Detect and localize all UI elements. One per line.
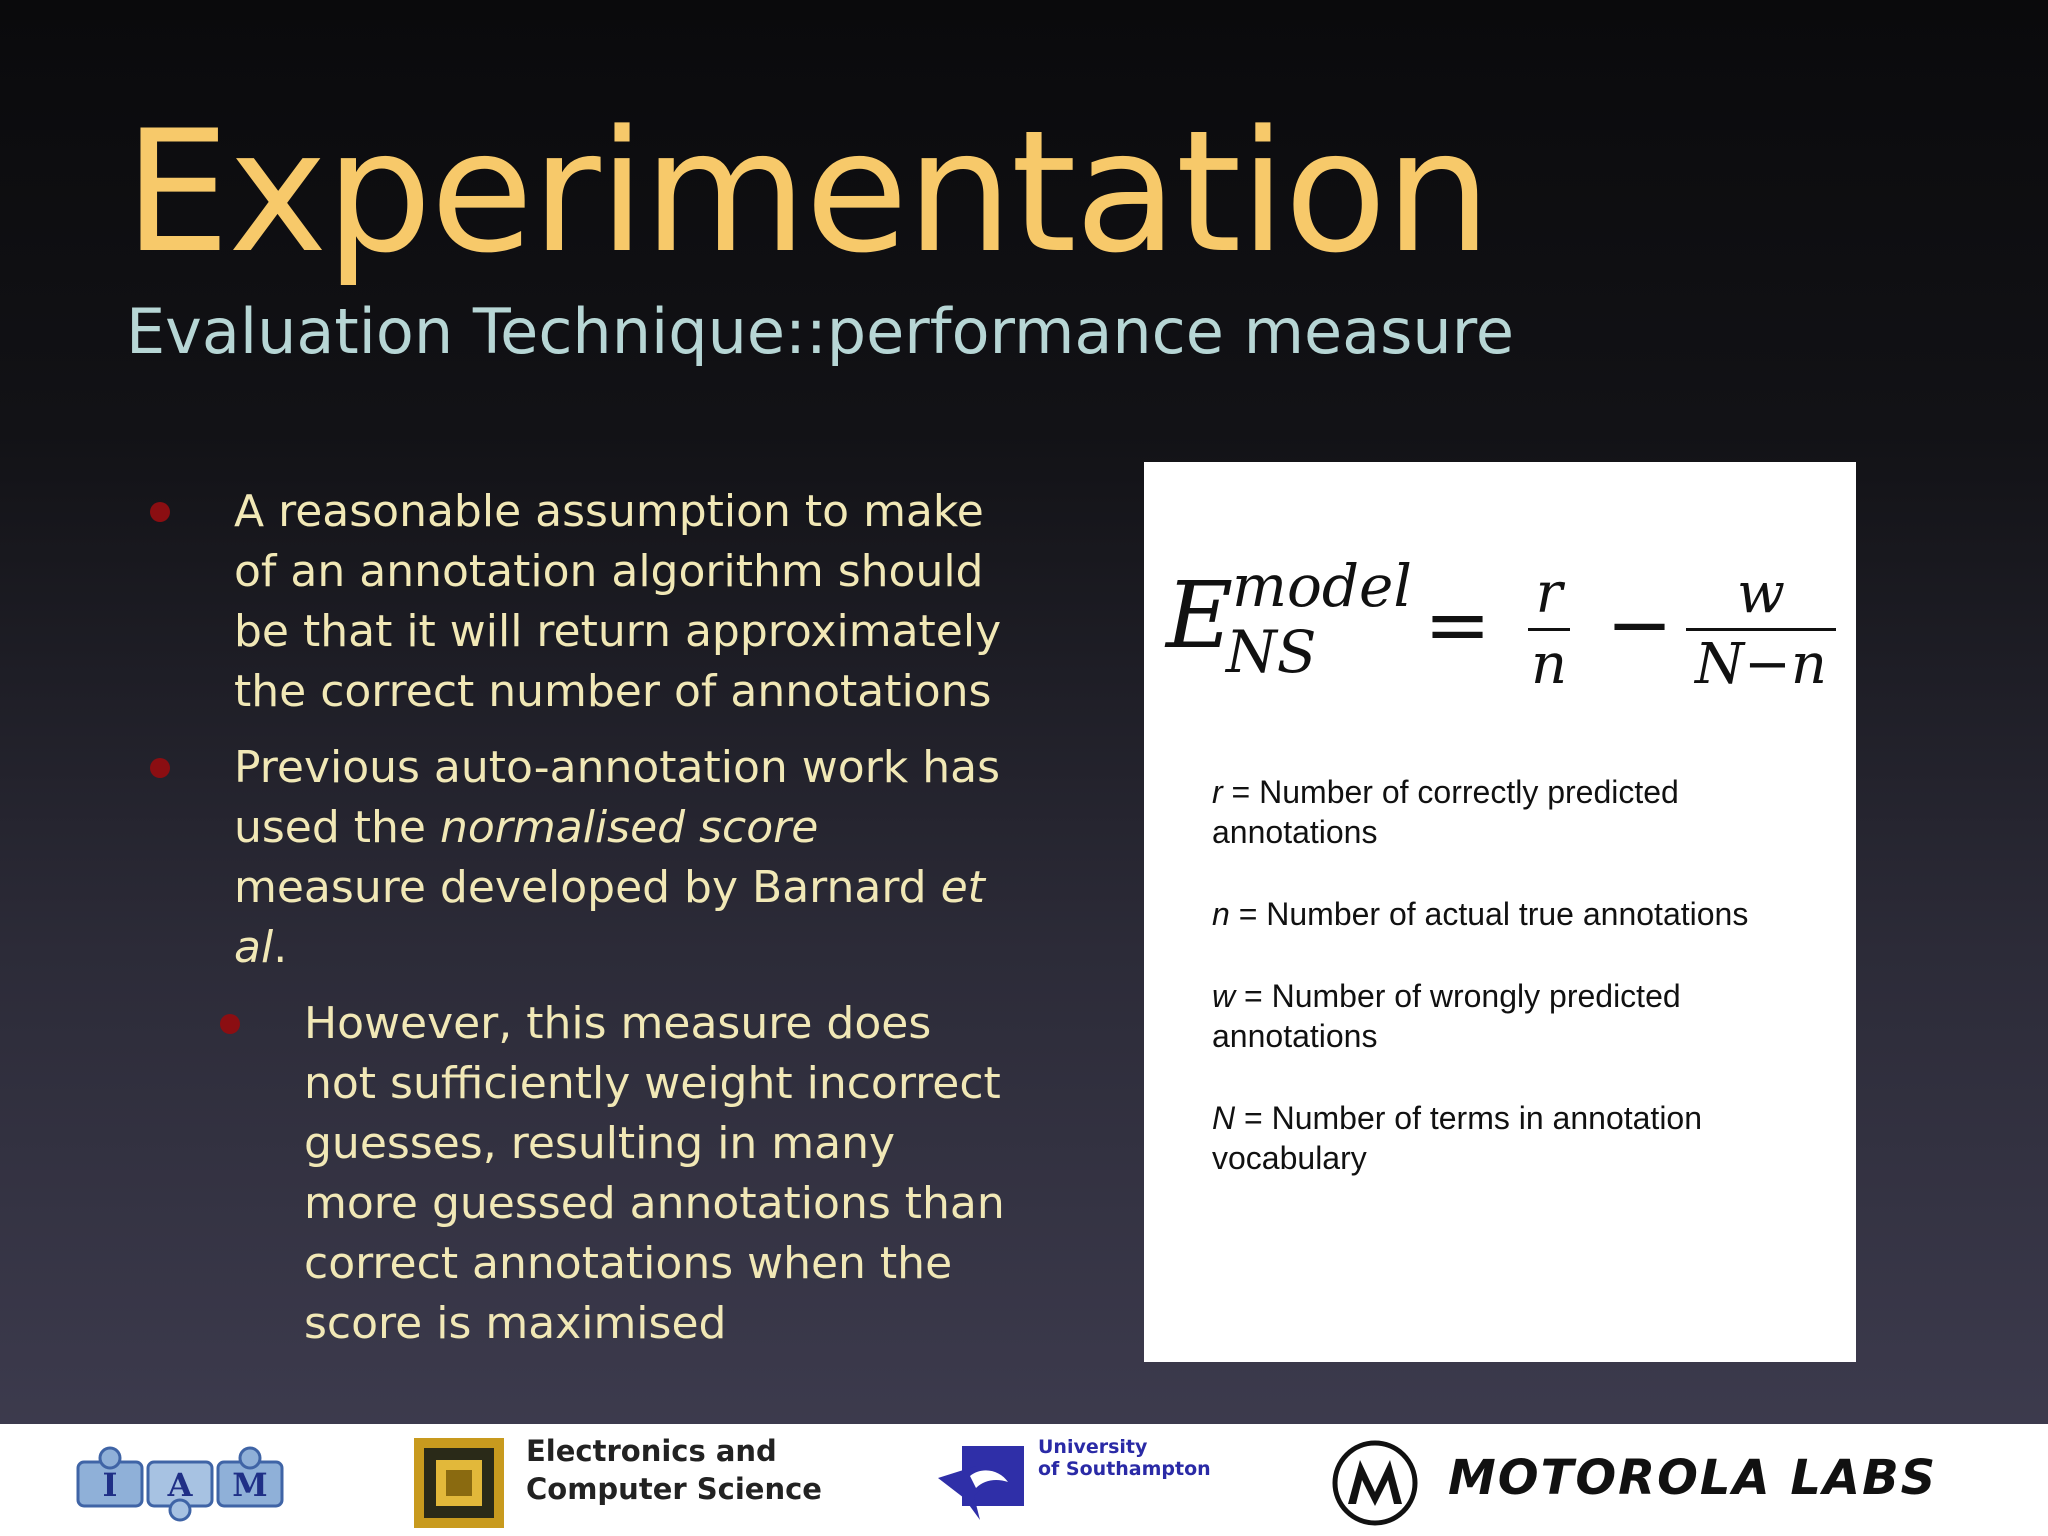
slide-title: Experimentation — [124, 94, 1490, 290]
fraction-denominator: n — [1530, 632, 1568, 697]
bullet-list — [150, 482, 1010, 1370]
bullet-text: A reasonable assumption to make of an annotation algorithm should be that it will return approximately the correct number of annotations — [234, 486, 1002, 717]
southampton-logo-text: University of Southampton — [1038, 1436, 1211, 1480]
iam-letter: A — [167, 1466, 193, 1504]
bullet-dot-icon — [220, 1014, 240, 1034]
definition-item: w = Number of wrongly predicted annotations — [1212, 978, 1681, 1054]
definition-item: N = Number of terms in annotation vocabulary — [1212, 1100, 1703, 1176]
iam-letter: M — [232, 1466, 268, 1504]
formula-base: E — [1166, 562, 1234, 669]
bullet-text: However, this measure does not sufficiently weight incorrect guesses, resulting in many more guessed annotations than correct annotations when the score is maximised — [304, 998, 1005, 1349]
fraction-bar — [1686, 628, 1836, 631]
bullet-dot-icon — [150, 758, 170, 778]
formula-equals: = — [1424, 578, 1492, 671]
definitions-list — [1212, 772, 1832, 1220]
formula-panel — [1144, 462, 1856, 1362]
fraction-denominator: N−n — [1695, 632, 1827, 697]
formula-fraction-1 — [1528, 562, 1570, 697]
definition-item: r = Number of correctly predicted annotations — [1212, 774, 1679, 850]
formula-superscript: model — [1232, 552, 1412, 620]
formula — [1166, 552, 1846, 697]
motorola-batwing-icon — [1330, 1438, 1420, 1528]
sub-bullet-item — [220, 994, 1010, 1354]
formula-fraction-2 — [1686, 562, 1836, 697]
iam-letter: I — [102, 1466, 118, 1504]
slide-subtitle: Evaluation Technique::performance measure — [126, 295, 1514, 368]
fraction-numerator: r — [1535, 561, 1563, 626]
iam-puzzle-logo — [72, 1436, 292, 1528]
bullet-item — [150, 482, 1010, 722]
bullet-item — [150, 738, 1010, 978]
motorola-labs-wordmark: MOTOROLA LABS — [1448, 1450, 1938, 1506]
logo-footer — [0, 1424, 2048, 1536]
formula-minus: − — [1606, 578, 1674, 671]
ecs-chip-icon — [414, 1438, 504, 1528]
formula-subscript: NS — [1226, 618, 1317, 686]
fraction-bar — [1528, 628, 1570, 631]
definition-item: n = Number of actual true annotations — [1212, 896, 1749, 932]
bullet-text: Previous auto-annotation work has used the normalised score measure developed by Barnard et al. — [234, 742, 1001, 973]
ecs-logo-text: Electronics and Computer Science — [526, 1434, 822, 1506]
southampton-dolphin-icon — [934, 1436, 1034, 1528]
bullet-dot-icon — [150, 502, 170, 522]
fraction-numerator: w — [1737, 561, 1785, 626]
